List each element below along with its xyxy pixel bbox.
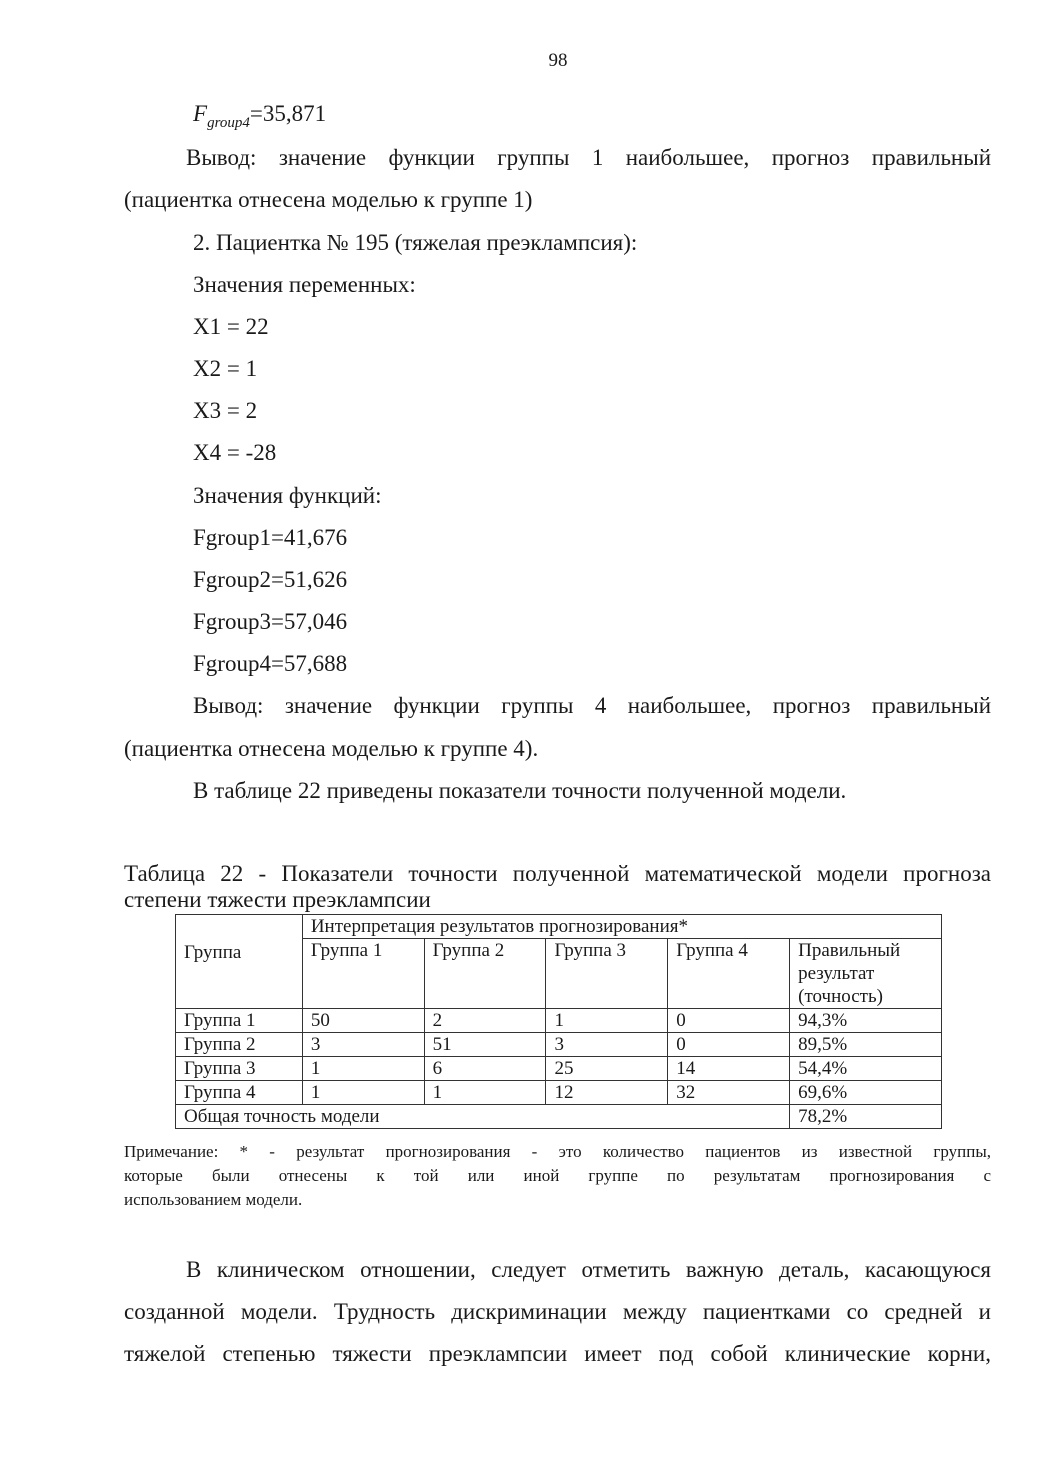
conclusion1-line1: Вывод: значение функции группы 1 наибольшее, прогноз правильный: [186, 145, 991, 170]
vars-heading: Значения переменных:: [193, 272, 416, 297]
table-cell: 51: [424, 1033, 546, 1057]
column-header: Группа 2: [424, 939, 546, 1009]
f-value: =35,871: [249, 101, 327, 126]
f-group4-result: [193, 100, 326, 137]
table-total-row: [176, 1105, 942, 1129]
interp-header: Интерпретация результатов прогнозирования*: [302, 915, 941, 939]
accuracy-cell: 89,5%: [790, 1033, 942, 1057]
table-row: [176, 1033, 942, 1057]
table-intro: В таблице 22 приведены показатели точности полученной модели.: [193, 778, 847, 803]
note-line1: Примечание: * - результат прогнозирования - это количество пациентов из известной группы,: [124, 1142, 991, 1161]
func-group1: Fgroup1=41,676: [193, 525, 348, 550]
table-caption: [124, 861, 991, 913]
table-cell: 32: [668, 1081, 790, 1105]
accuracy-cell: 94,3%: [790, 1009, 942, 1033]
table-cell: 50: [302, 1009, 424, 1033]
table-cell: 6: [424, 1057, 546, 1081]
accuracy-header-line: результат: [798, 963, 875, 984]
row-label: Группа 4: [176, 1081, 303, 1105]
closing-line1: В клиническом отношении, следует отметить важную деталь, касающуюся: [186, 1257, 991, 1282]
table-cell: 12: [546, 1081, 668, 1105]
table-cell: 1: [302, 1057, 424, 1081]
table-header-row-1: [176, 915, 942, 939]
closing-line3: тяжелой степенью тяжести преэклампсии имеет под собой клинические корни,: [124, 1341, 991, 1366]
column-header: Группа 1: [302, 939, 424, 1009]
f-symbol: F: [193, 101, 208, 126]
table-row: [176, 1081, 942, 1105]
accuracy-header-line: (точность): [798, 986, 883, 1007]
func-group2: Fgroup2=51,626: [193, 567, 348, 592]
f-subscript: group4: [207, 115, 250, 131]
conclusion2-line2: (пациентка отнесена моделью к группе 4).: [124, 736, 539, 761]
group-header: [176, 915, 303, 1009]
var-x4: X4 = -28: [193, 440, 277, 465]
column-header: Группа 3: [546, 939, 668, 1009]
group-header-label: Группа: [184, 942, 242, 963]
total-label: Общая точность модели: [176, 1105, 790, 1129]
table-cell: 0: [668, 1009, 790, 1033]
table-note: [124, 1140, 991, 1212]
patient-heading: 2. Пациентка № 195 (тяжелая преэклампсия):: [193, 230, 638, 255]
accuracy-header: [790, 939, 942, 1009]
note-line2: которые были отнесены к той или иной группе по результатам прогнозирования с: [124, 1166, 991, 1185]
row-label: Группа 2: [176, 1033, 303, 1057]
page-number: 98: [548, 50, 568, 71]
table-cell: 3: [546, 1033, 668, 1057]
func-group3: Fgroup3=57,046: [193, 609, 348, 634]
conclusion1-line2: (пациентка отнесена моделью к группе 1): [124, 187, 533, 212]
accuracy-cell: 69,6%: [790, 1081, 942, 1105]
var-x2: X2 = 1: [193, 356, 258, 381]
row-label: Группа 3: [176, 1057, 303, 1081]
table-cell: 14: [668, 1057, 790, 1081]
table-row: [176, 1009, 942, 1033]
accuracy-cell: 54,4%: [790, 1057, 942, 1081]
table-cell: 25: [546, 1057, 668, 1081]
accuracy-header-line: Правильный: [798, 940, 901, 961]
table-caption-line2: степени тяжести преэклампсии: [124, 887, 431, 912]
accuracy-table: [175, 914, 942, 1129]
var-x1: X1 = 22: [193, 314, 269, 339]
table-caption-line1: Таблица 22 - Показатели точности полученной математической модели прогноза: [124, 861, 991, 886]
total-value: 78,2%: [790, 1105, 942, 1129]
column-header: Группа 4: [668, 939, 790, 1009]
funcs-heading: Значения функций:: [193, 483, 382, 508]
var-x3: X3 = 2: [193, 398, 258, 423]
table-cell: 1: [424, 1081, 546, 1105]
table-row: [176, 1057, 942, 1081]
conclusion2-line1: Вывод: значение функции группы 4 наибольшее, прогноз правильный: [193, 693, 991, 718]
table-cell: 1: [302, 1081, 424, 1105]
table-cell: 0: [668, 1033, 790, 1057]
table-cell: 3: [302, 1033, 424, 1057]
table-cell: 1: [546, 1009, 668, 1033]
closing-line2: созданной модели. Трудность дискриминации между пациентками со средней и: [124, 1299, 991, 1324]
note-line3: использованием модели.: [124, 1190, 303, 1209]
row-label: Группа 1: [176, 1009, 303, 1033]
func-group4: Fgroup4=57,688: [193, 651, 348, 676]
table-cell: 2: [424, 1009, 546, 1033]
